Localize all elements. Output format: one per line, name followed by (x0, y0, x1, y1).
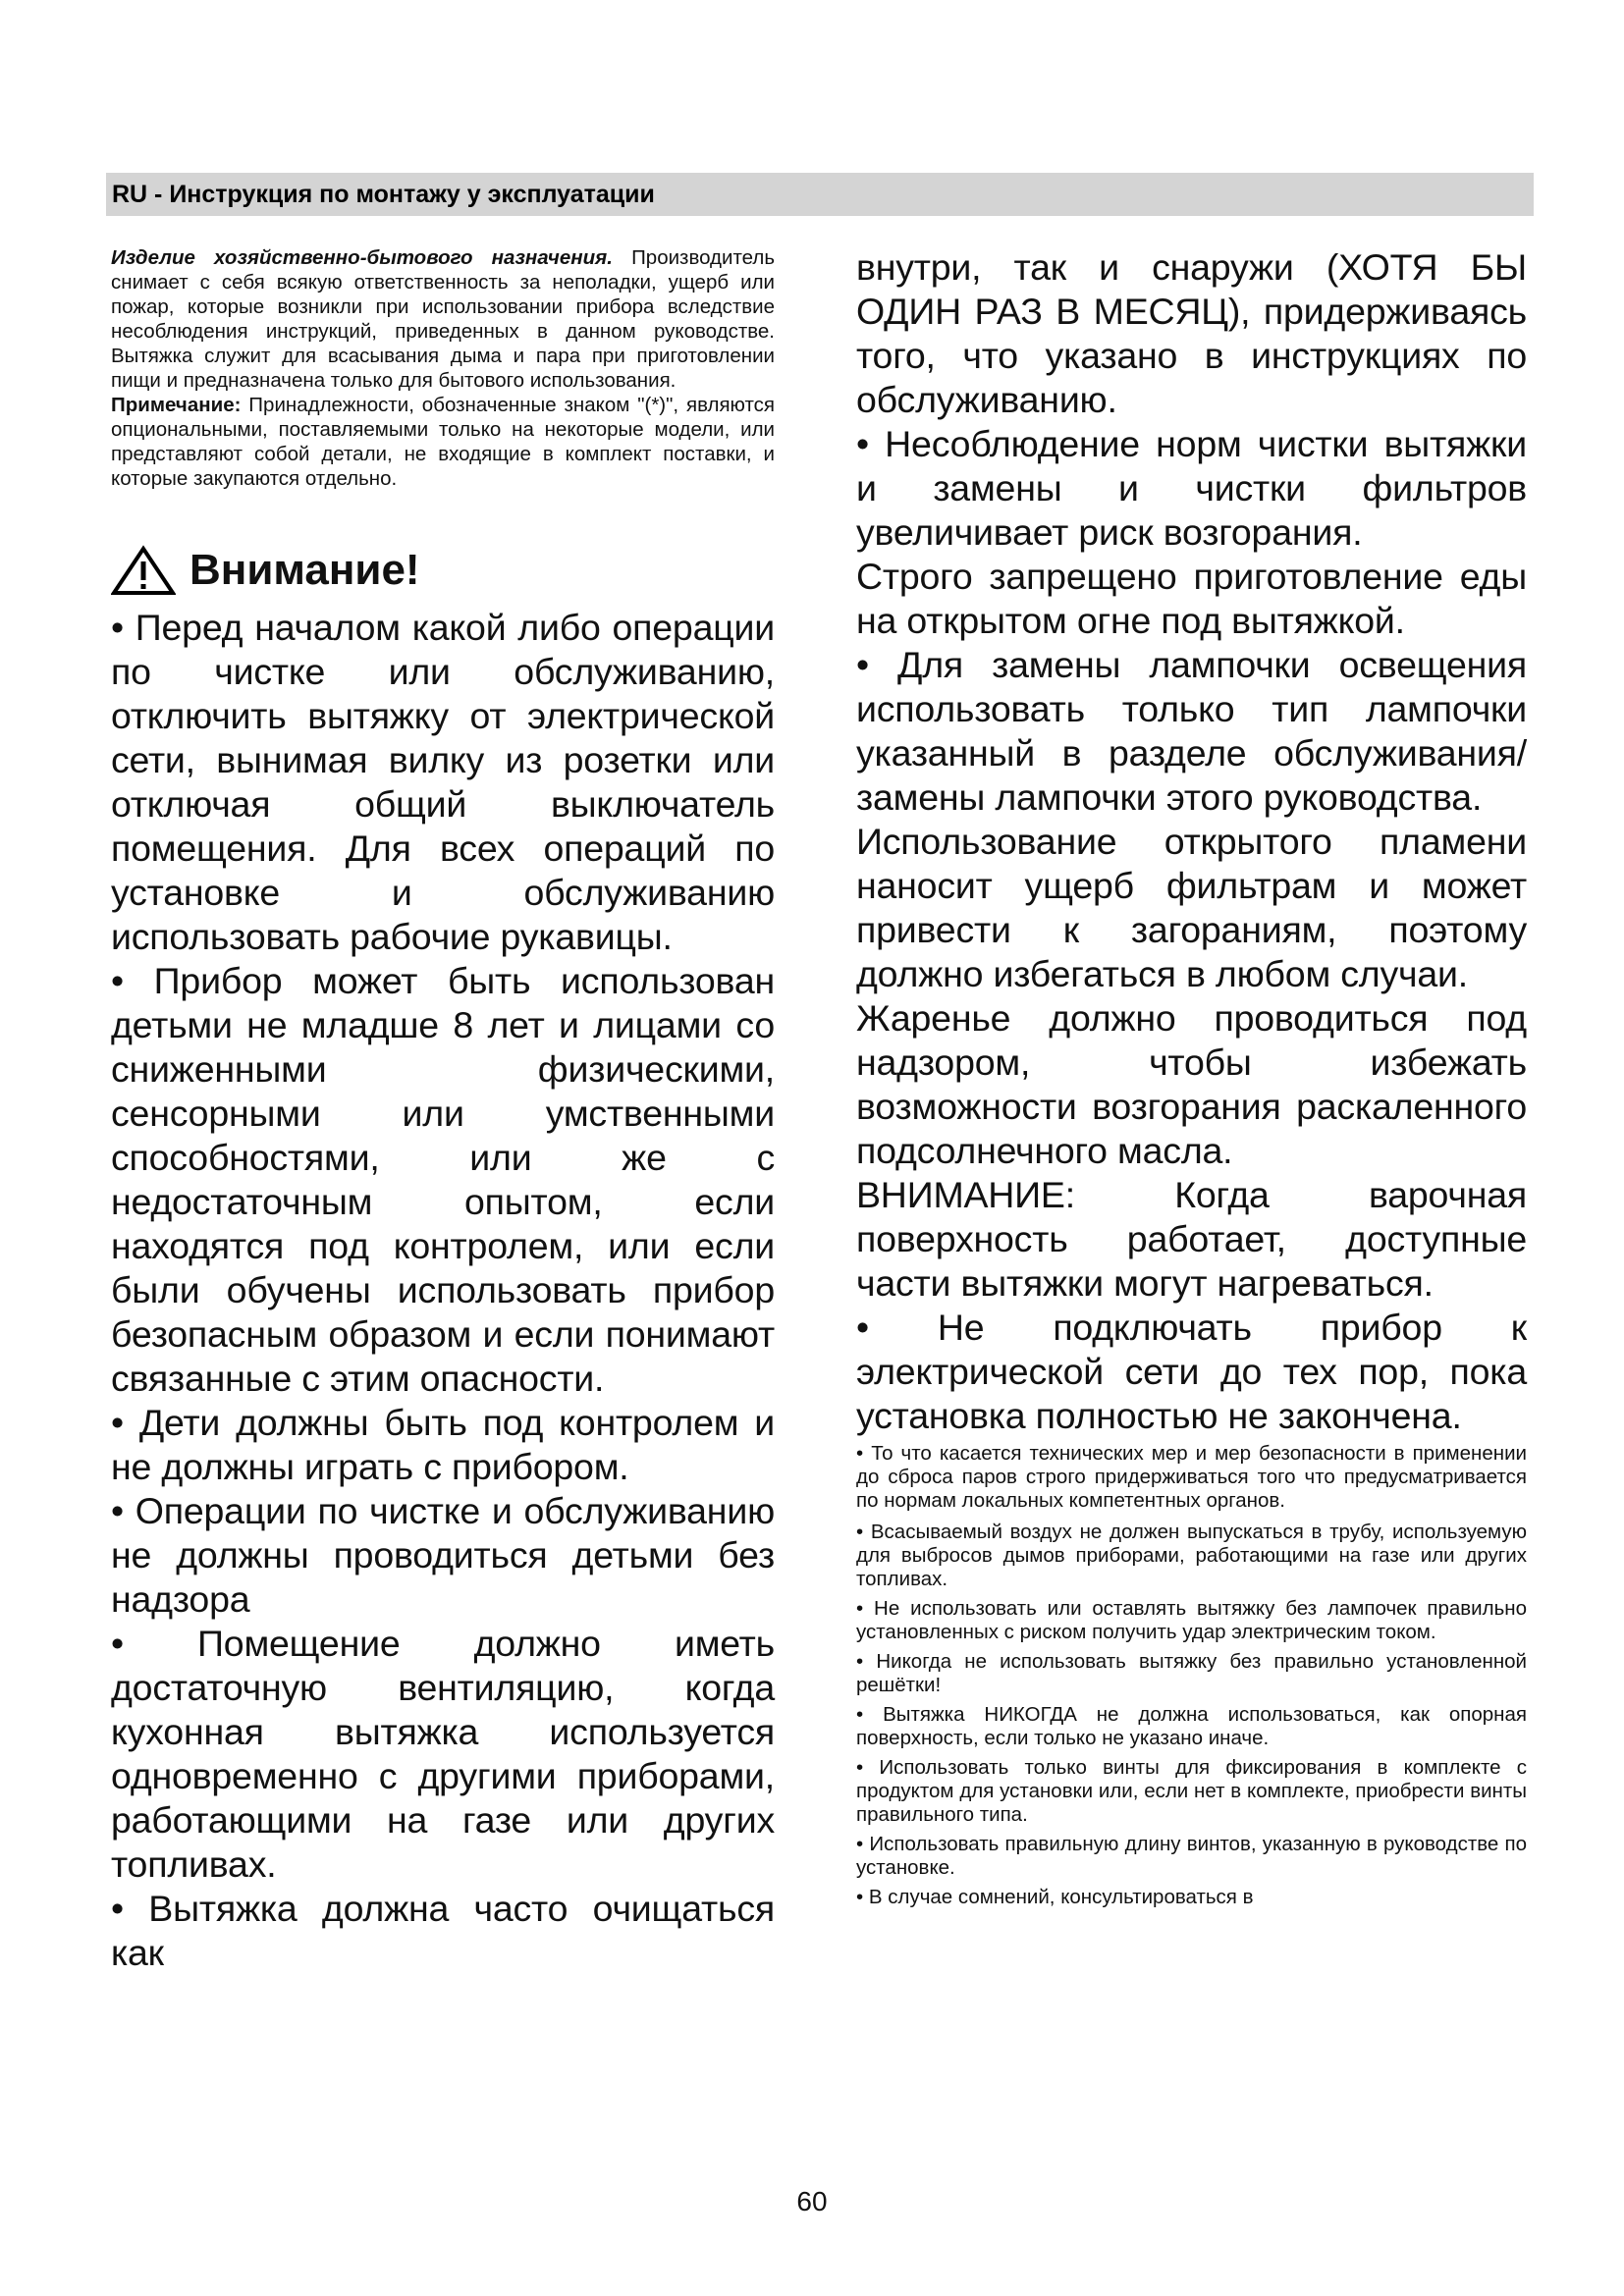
section-header: RU - Инструкция по монтажу у эксплуатации (106, 173, 1534, 216)
warning-paragraph: • Несоблюдение норм чистки вытяжки и замены и чистки фильтров увеличивает риск возгорания. (856, 423, 1527, 553)
warning-heading (111, 545, 775, 596)
warning-paragraph: • Не подключать прибор к электрической сети до тех пор, пока установка полностью не закончена. (856, 1307, 1527, 1436)
warning-paragraph: • Для замены лампочки освещения использовать только тип лампочки указанный в разделе обслуживания/замены лампочки этого руководства. (856, 644, 1527, 818)
left-column (111, 245, 775, 1975)
small-notes (856, 1442, 1527, 1909)
warning-title: Внимание! (189, 546, 420, 594)
small-note: • Вытяжка НИКОГДА не должна использоваться, как опорная поверхность, если только не указано иначе. (856, 1703, 1527, 1749)
small-note: • Использовать только винты для фиксирования в комплекте с продуктом для установки или, если нет в комплекте, приобрести винты правильного типа. (856, 1756, 1527, 1826)
note-label: Примечание: (111, 394, 242, 416)
page-number: 60 (796, 2186, 828, 2216)
note-text: Принадлежности, обозначенные знаком "(*)", являются опциональными, поставляемыми только на некоторые модели, или представляют собой детали, не входящие в комплект поставки, и которые закупаются отдельно. (111, 394, 775, 490)
small-note: • Не использовать или оставлять вытяжку без лампочек правильно установленных с риском получить удар электрическим током. (856, 1597, 1527, 1643)
small-note: • Никогда не использовать вытяжку без правильно установленной решётки! (856, 1650, 1527, 1696)
intro-title: Изделие хозяйственно-бытового назначения. (111, 246, 613, 269)
warning-triangle-icon (111, 545, 176, 596)
intro-paragraph (111, 245, 775, 393)
warning-paragraph: • Перед началом какой либо операции по чистке или обслуживанию, отключить вытяжку от электрической сети, вынимая вилку из розетки или отключая общий выключатель помещения. Для всех операций по установке и обслуживанию использовать рабочие рукавицы. (111, 607, 775, 957)
warning-paragraph: внутри, так и снаружи (ХОТЯ БЫ ОДИН РАЗ В МЕСЯЦ), придерживаясь того, что указано в инструкциях по обслуживанию. (856, 246, 1527, 420)
small-note: • Всасываемый воздух не должен выпускаться в трубу, используемую для выбросов дымов приборами, работающими на газе или других топливах. (856, 1521, 1527, 1590)
warning-paragraph: Строго запрещено приготовление еды на открытом огне под вытяжкой. (856, 556, 1527, 641)
warning-paragraph: • Дети должны быть под контролем и не должны играть с прибором. (111, 1402, 775, 1487)
warning-paragraph: • Помещение должно иметь достаточную вентиляцию, когда кухонная вытяжка используется одновременно с другими приборами, работающими на газе или других топливах. (111, 1623, 775, 1885)
warning-paragraph: • Вытяжка должна часто очищаться как (111, 1888, 775, 1973)
intro-body: Производитель снимает с себя всякую ответственность за неполадки, ущерб или пожар, которые возникли при использовании прибора вследствие несоблюдения инструкций, приведенных в данном руководстве. Вытяжка служит для всасывания дыма и пара при приготовлении пищи и предназначена только для бытового использования. (111, 246, 775, 392)
right-column (856, 245, 1527, 1909)
warning-paragraph: Жаренье должно проводиться под надзором, чтобы избежать возможности возгорания раскаленного подсолнечного масла. (856, 997, 1527, 1171)
warning-paragraph: Использование открытого пламени наносит ущерб фильтрам и может привести к загораниям, поэтому должно избегаться в любом случаи. (856, 821, 1527, 994)
warning-paragraph: • Операции по чистке и обслуживанию не должны проводиться детьми без надзора (111, 1490, 775, 1620)
small-note: • То что касается технических мер и мер безопасности в применении до сброса паров строго придерживаться того что предусматривается по нормам локальных компетентных органов. (856, 1442, 1527, 1512)
small-note: • В случае сомнений, консультироваться в (856, 1886, 1254, 1908)
warning-paragraph: ВНИМАНИЕ: Когда варочная поверхность работает, доступные части вытяжки могут нагреваться. (856, 1174, 1527, 1304)
note-paragraph (111, 393, 775, 491)
warning-paragraph: • Прибор может быть использован детьми не младше 8 лет и лицами со сниженными физическими, сенсорными или умственными способностями, или же с недостаточным опытом, если находятся под контролем, или если были обучены использовать прибор безопасным образом и если понимают связанные с этим опасности. (111, 960, 775, 1399)
small-note: • Использовать правильную длину винтов, указанную в руководстве по установке. (856, 1833, 1527, 1879)
